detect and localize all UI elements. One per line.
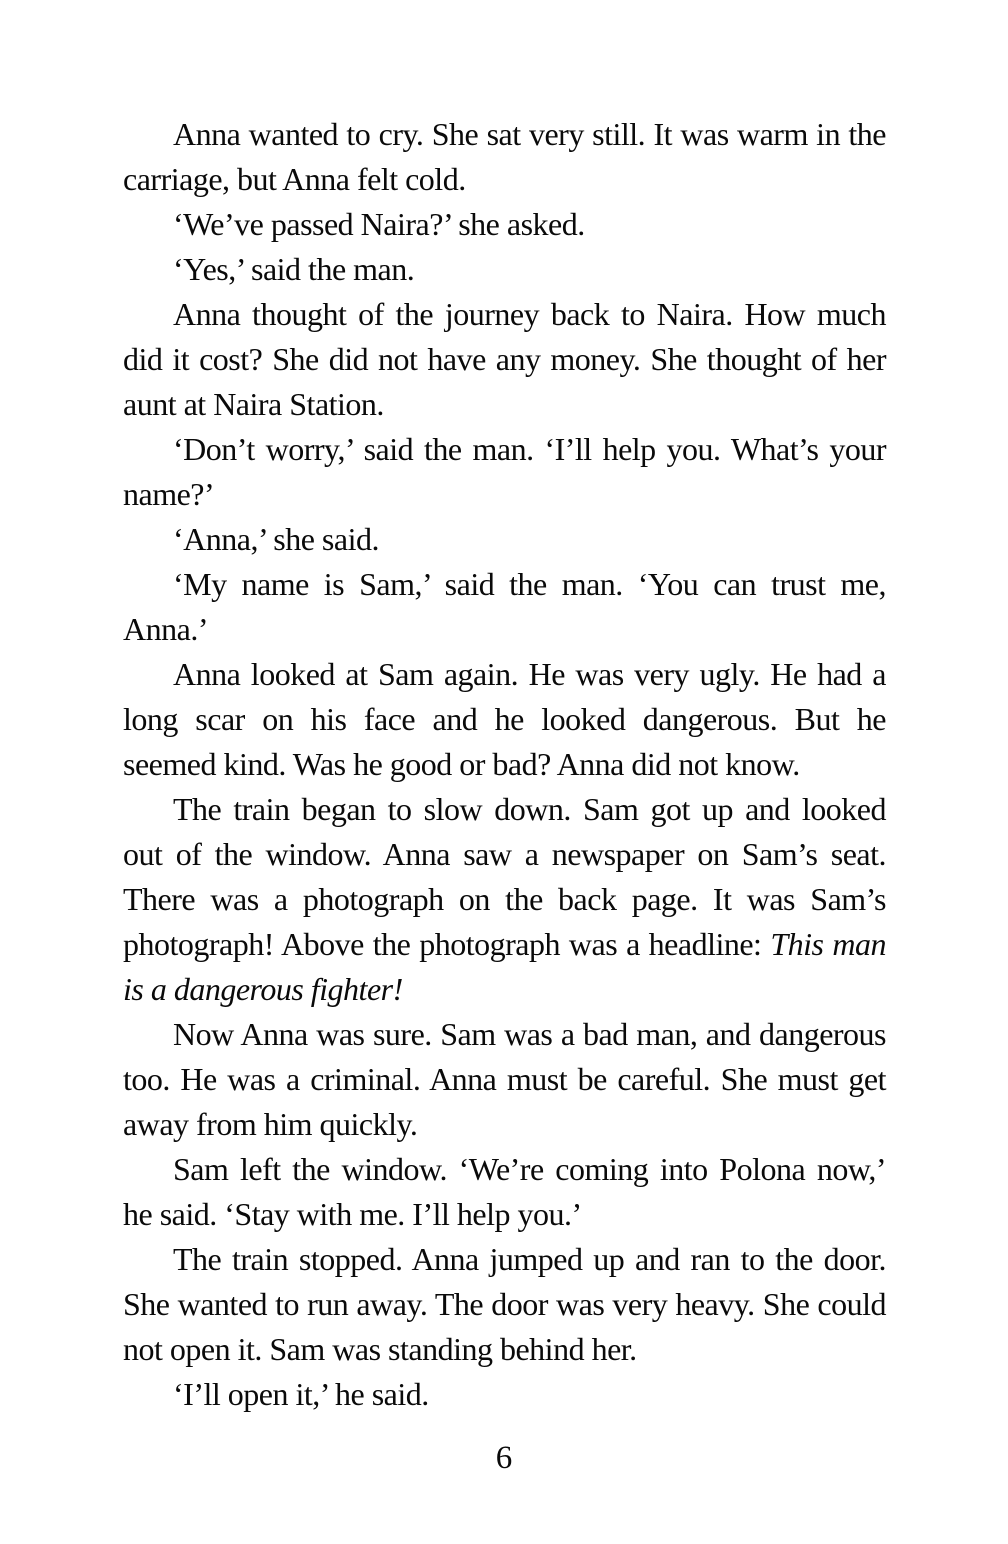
paragraph: Now Anna was sure. Sam was a bad man, and dangerous too. He was a criminal. Anna must be careful. She must get away from him quickly. [123, 1016, 886, 1142]
paragraph: ‘I’ll open it,’ he said. [173, 1376, 429, 1412]
paragraph: ‘Yes,’ said the man. [173, 251, 415, 287]
page-footer [0, 1440, 1008, 1477]
paragraph-text: The train began to slow down. Sam got up and looked out of the window. Anna saw a newspaper on Sam’s seat. There was a photograph on the back page. It was Sam’s photograph! Above the photograph was a headline: [123, 791, 886, 962]
page-number: 6 [495, 1440, 513, 1476]
paragraph: ‘We’ve passed Naira?’ she asked. [173, 206, 585, 242]
paragraph: Sam left the window. ‘We’re coming into Polona now,’ he said. ‘Stay with me. I’ll help you.’ [123, 1151, 886, 1232]
paragraph: ‘My name is Sam,’ said the man. ‘You can trust me, Anna.’ [123, 566, 886, 647]
paragraph: ‘Don’t worry,’ said the man. ‘I’ll help you. What’s your name?’ [123, 431, 886, 512]
paragraph: The train stopped. Anna jumped up and ran to the door. She wanted to run away. The door was very heavy. She could not open it. Sam was standing behind her. [123, 1241, 886, 1367]
paragraph: Anna thought of the journey back to Naira. How much did it cost? She did not have any money. She thought of her aunt at Naira Station. [123, 296, 886, 422]
paragraph: Anna wanted to cry. She sat very still. It was warm in the carriage, but Anna felt cold. [123, 116, 886, 197]
paragraph: ‘Anna,’ she said. [173, 521, 379, 557]
paragraph: Anna looked at Sam again. He was very ugly. He had a long scar on his face and he looked dangerous. But he seemed kind. Was he good or bad? Anna did not know. [123, 656, 886, 782]
paragraph [123, 787, 886, 1012]
story-text [123, 112, 886, 1417]
newspaper-headline: This man is a dangerous fighter! [123, 926, 887, 1007]
